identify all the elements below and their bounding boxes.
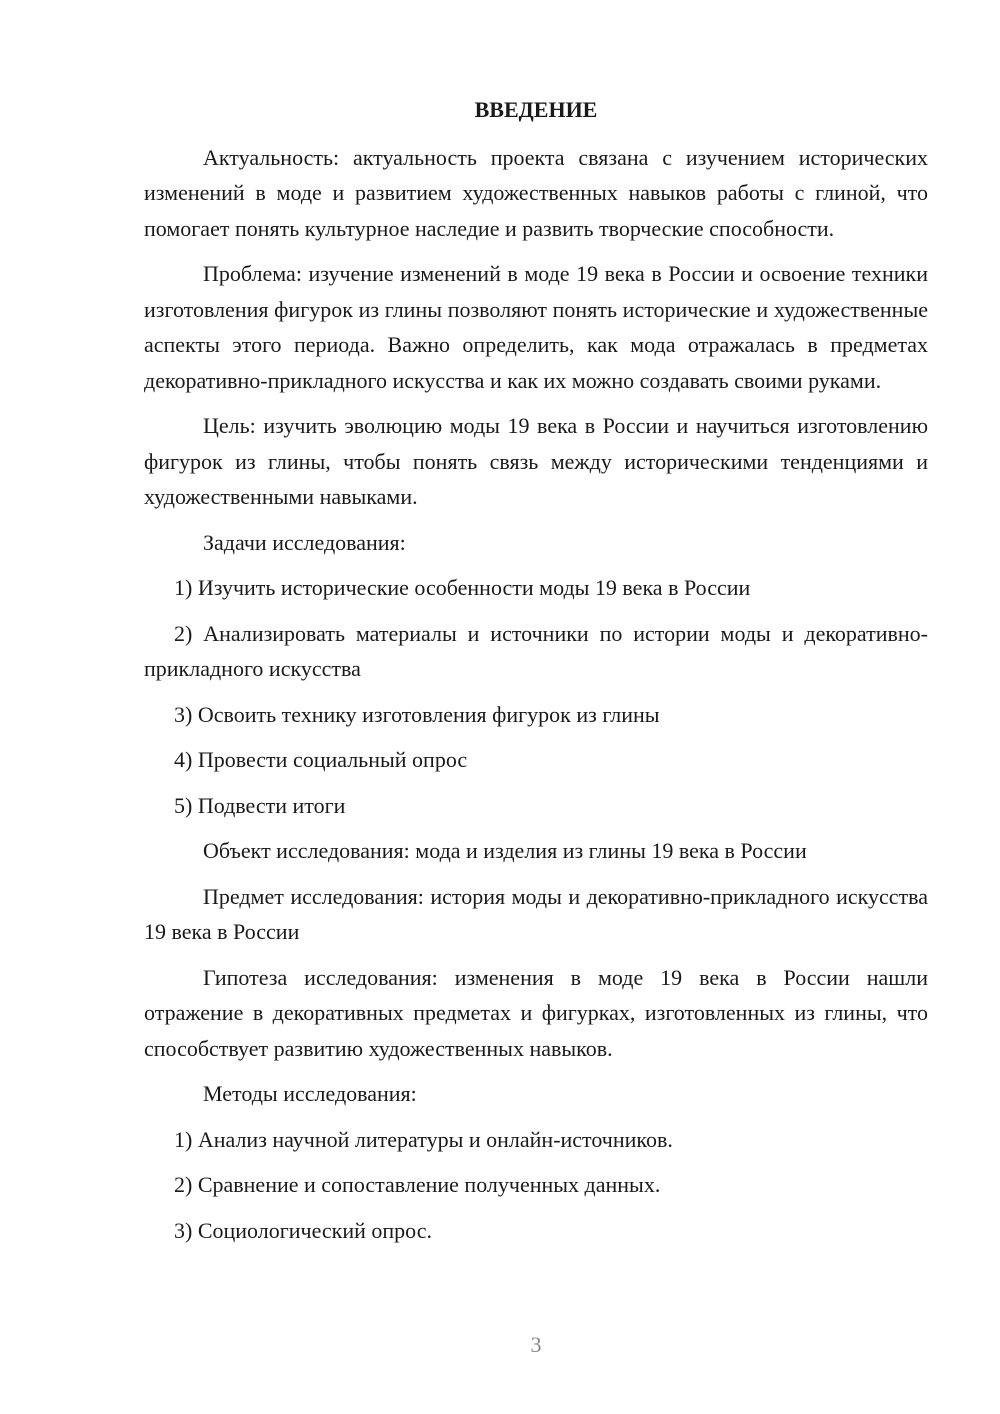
methods-title: Методы исследования:: [203, 1081, 417, 1106]
task-item: 5) Подвести итоги: [174, 792, 346, 818]
task-item: 2) Анализировать материалы и источники по истории моды и декоративно-прикладного искусства: [144, 620, 928, 681]
object-paragraph: Объект исследования: мода и изделия из глины 19 века в России: [203, 838, 807, 863]
text-column: [144, 92, 928, 1258]
method-item: 2) Сравнение и сопоставление полученных данных.: [174, 1172, 661, 1197]
task-item: 3) Освоить технику изготовления фигурок из глины: [174, 701, 660, 727]
hypothesis-paragraph: Гипотеза исследования: изменения в моде 19 века в России нашли отражение в декоративных предметах и фигурках, изготовленных из глины, что способствует развитию художественных навыков.: [144, 964, 928, 1061]
page-number: 3: [530, 1332, 542, 1357]
problem-paragraph: Проблема: изучение изменений в моде 19 века в России и освоение техники изготовления фигурок из глины позволяют понять исторические и художественные аспекты этого периода. Важно определить, как мода отражалась в предметах декоративно-прикладного искусства и как их можно создавать своими руками.: [144, 261, 928, 393]
page-title: ВВЕДЕНИЕ: [474, 97, 598, 122]
task-item: 1) Изучить исторические особенности моды 19 века в России: [174, 575, 751, 600]
relevance-paragraph: Актуальность: актуальность проекта связана с изучением исторических изменений в моде и развитием художественных навыков работы с глиной, что помогает понять культурное наследие и развить творческие способности.: [144, 144, 928, 241]
method-item: 1) Анализ научной литературы и онлайн-источников.: [174, 1126, 673, 1152]
goal-paragraph: Цель: изучить эволюцию моды 19 века в России и научиться изготовлению фигурок из глины, чтобы понять связь между историческими тенденциями и художественными навыками.: [144, 413, 928, 509]
method-item: 3) Социологический опрос.: [174, 1217, 432, 1243]
tasks-title: Задачи исследования:: [203, 529, 406, 555]
subject-paragraph: Предмет исследования: история моды и декоративно-прикладного искусства 19 века в России: [144, 883, 928, 944]
task-item: 4) Провести социальный опрос: [174, 747, 468, 772]
